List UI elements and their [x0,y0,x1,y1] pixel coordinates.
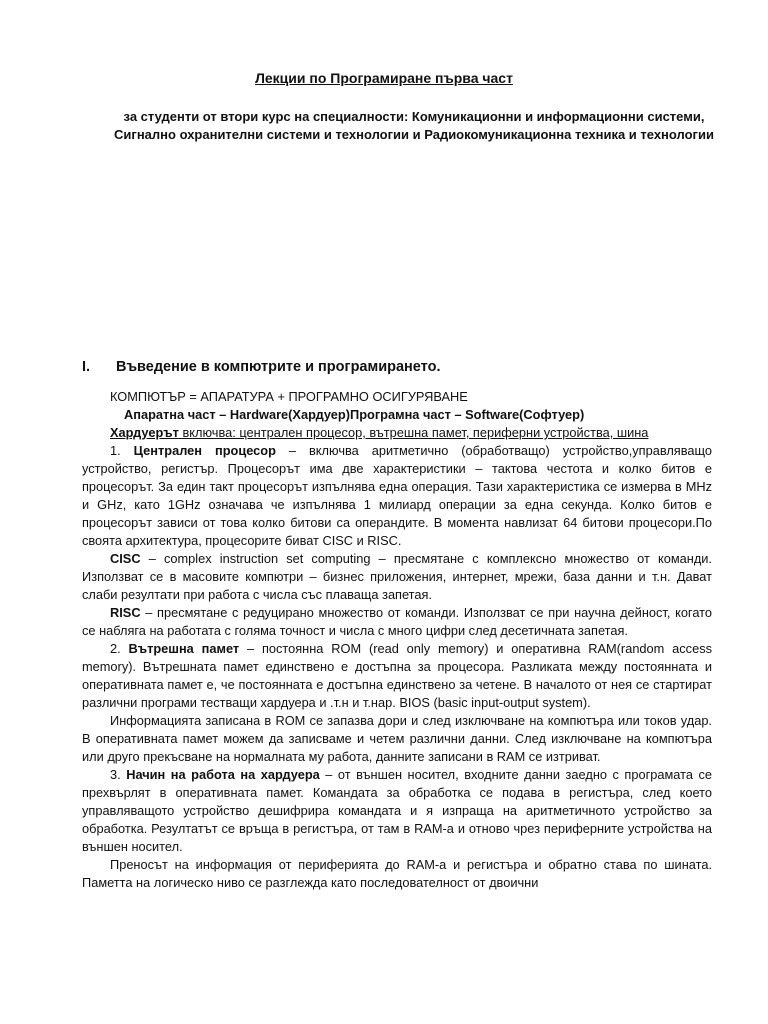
risc-term: RISC [110,605,141,620]
document-body [82,388,712,892]
cisc-term: CISC [110,551,141,566]
work-paragraph [82,766,712,856]
memory-number: 2. [110,641,129,656]
work-text: – от външен носител, входните данни заедно с програмата се прехвърлят в оперативната памет. Командата за обработка се подава в регистъра, след което управляващото устройство дешифрира командата и я изпраща на аритметичното устройство за обработка. Резултатът се връща в регистъра, от там в RAM-а и отново чрез периферните устройства на външен носител. [82,767,712,854]
document-subtitle: за студенти от втори курс на специалности: Комуникационни и информационни системи, Сигнално охранителни системи и технологии и Радиокомуникационна техника и технологии [114,109,714,142]
document-title: Лекции по Програмиране първа част [255,70,513,86]
cisc-text: – complex instruction set computing – пресмятане с комплексно множество от команди. Използват се в масовите компютри – бизнес приложения, интернет, мрежи, база данни и т.н. Дават слаби резултати при работа с числа със плаваща запетая. [82,551,712,602]
memory-text: – постоянна ROM (read only memory) и оперативна RAM(random access memory). Вътрешната памет единствено е достъпна за процесора. Разликата между постоянната и оперативната памет е, че постоянната е достъпна единствено за четене. В началото от нея се стартират различни програми тестващи хардуера и .т.н и т.нар. BIOS (basic input-output system). [82,641,712,710]
section-title: Въведение в компютрите и програмирането. [116,359,441,375]
cpu-number: 1. [110,443,134,458]
work-number: 3. [110,767,127,782]
cisc-paragraph [82,550,712,604]
section-heading [82,359,722,375]
work-term: Начин на работа на хардуера [126,767,320,782]
hardware-text: включва: централен процесор, вътрешна памет, периферни устройства, шина [178,425,649,440]
formula-line: КОМПЮТЪР = АПАРАТУРА + ПРОГРАМНО ОСИГУРЯВАНЕ [110,389,468,404]
section-number: I. [82,359,91,375]
memory-paragraph [82,640,712,712]
hardware-term: Хардуерът [110,425,179,440]
cpu-text: – включва аритметично (обработващо) устройство,управляващо устройство, регистър. Процесорът има две характеристики – тактова честота и колко битов е процесорът. За един такт процесорът изпълнява една операция. Тази характеристика се измерва в MHz и GHz, като 1GHz означава че изпълнява 1 милиард операции за една секунда. Колко битов е процесорът зависи от това колко битови са операндите. В момента навлизат 64 битови процесори.По своята архитектура, процесорите биват CISC и RISC. [82,443,712,548]
transfer-paragraph: Преносът на информация от периферията до RAM-а и регистъра и обратно става по шината. Паметта на логическо ниво се разглежда като последователност от двоични [82,857,712,890]
cpu-paragraph [82,442,712,550]
memory-term: Вътрешна памет [128,641,240,656]
hardware-software-line: Апаратна част – Hardware(Хардуер)Програмна част – Software(Софтуер) [124,407,585,422]
risc-text: – пресмятане с редуцирано множество от команди. Използват се при научна дейност, когато се набляга на работата с голяма точност и числа с много цифри след десетичната запетая. [82,605,712,638]
risc-paragraph [82,604,712,640]
cpu-term: Централен процесор [133,443,276,458]
hardware-definition [82,424,712,442]
memory-info-paragraph: Информацията записана в ROM се запазва дори и след изключване на компютъра или токов удар. В оперативната памет можем да записваме и четем различни данни. След изключване на компютъра или друго прекъсване на нормалната му работа, данните записани в RAM се изтриват. [82,713,712,764]
